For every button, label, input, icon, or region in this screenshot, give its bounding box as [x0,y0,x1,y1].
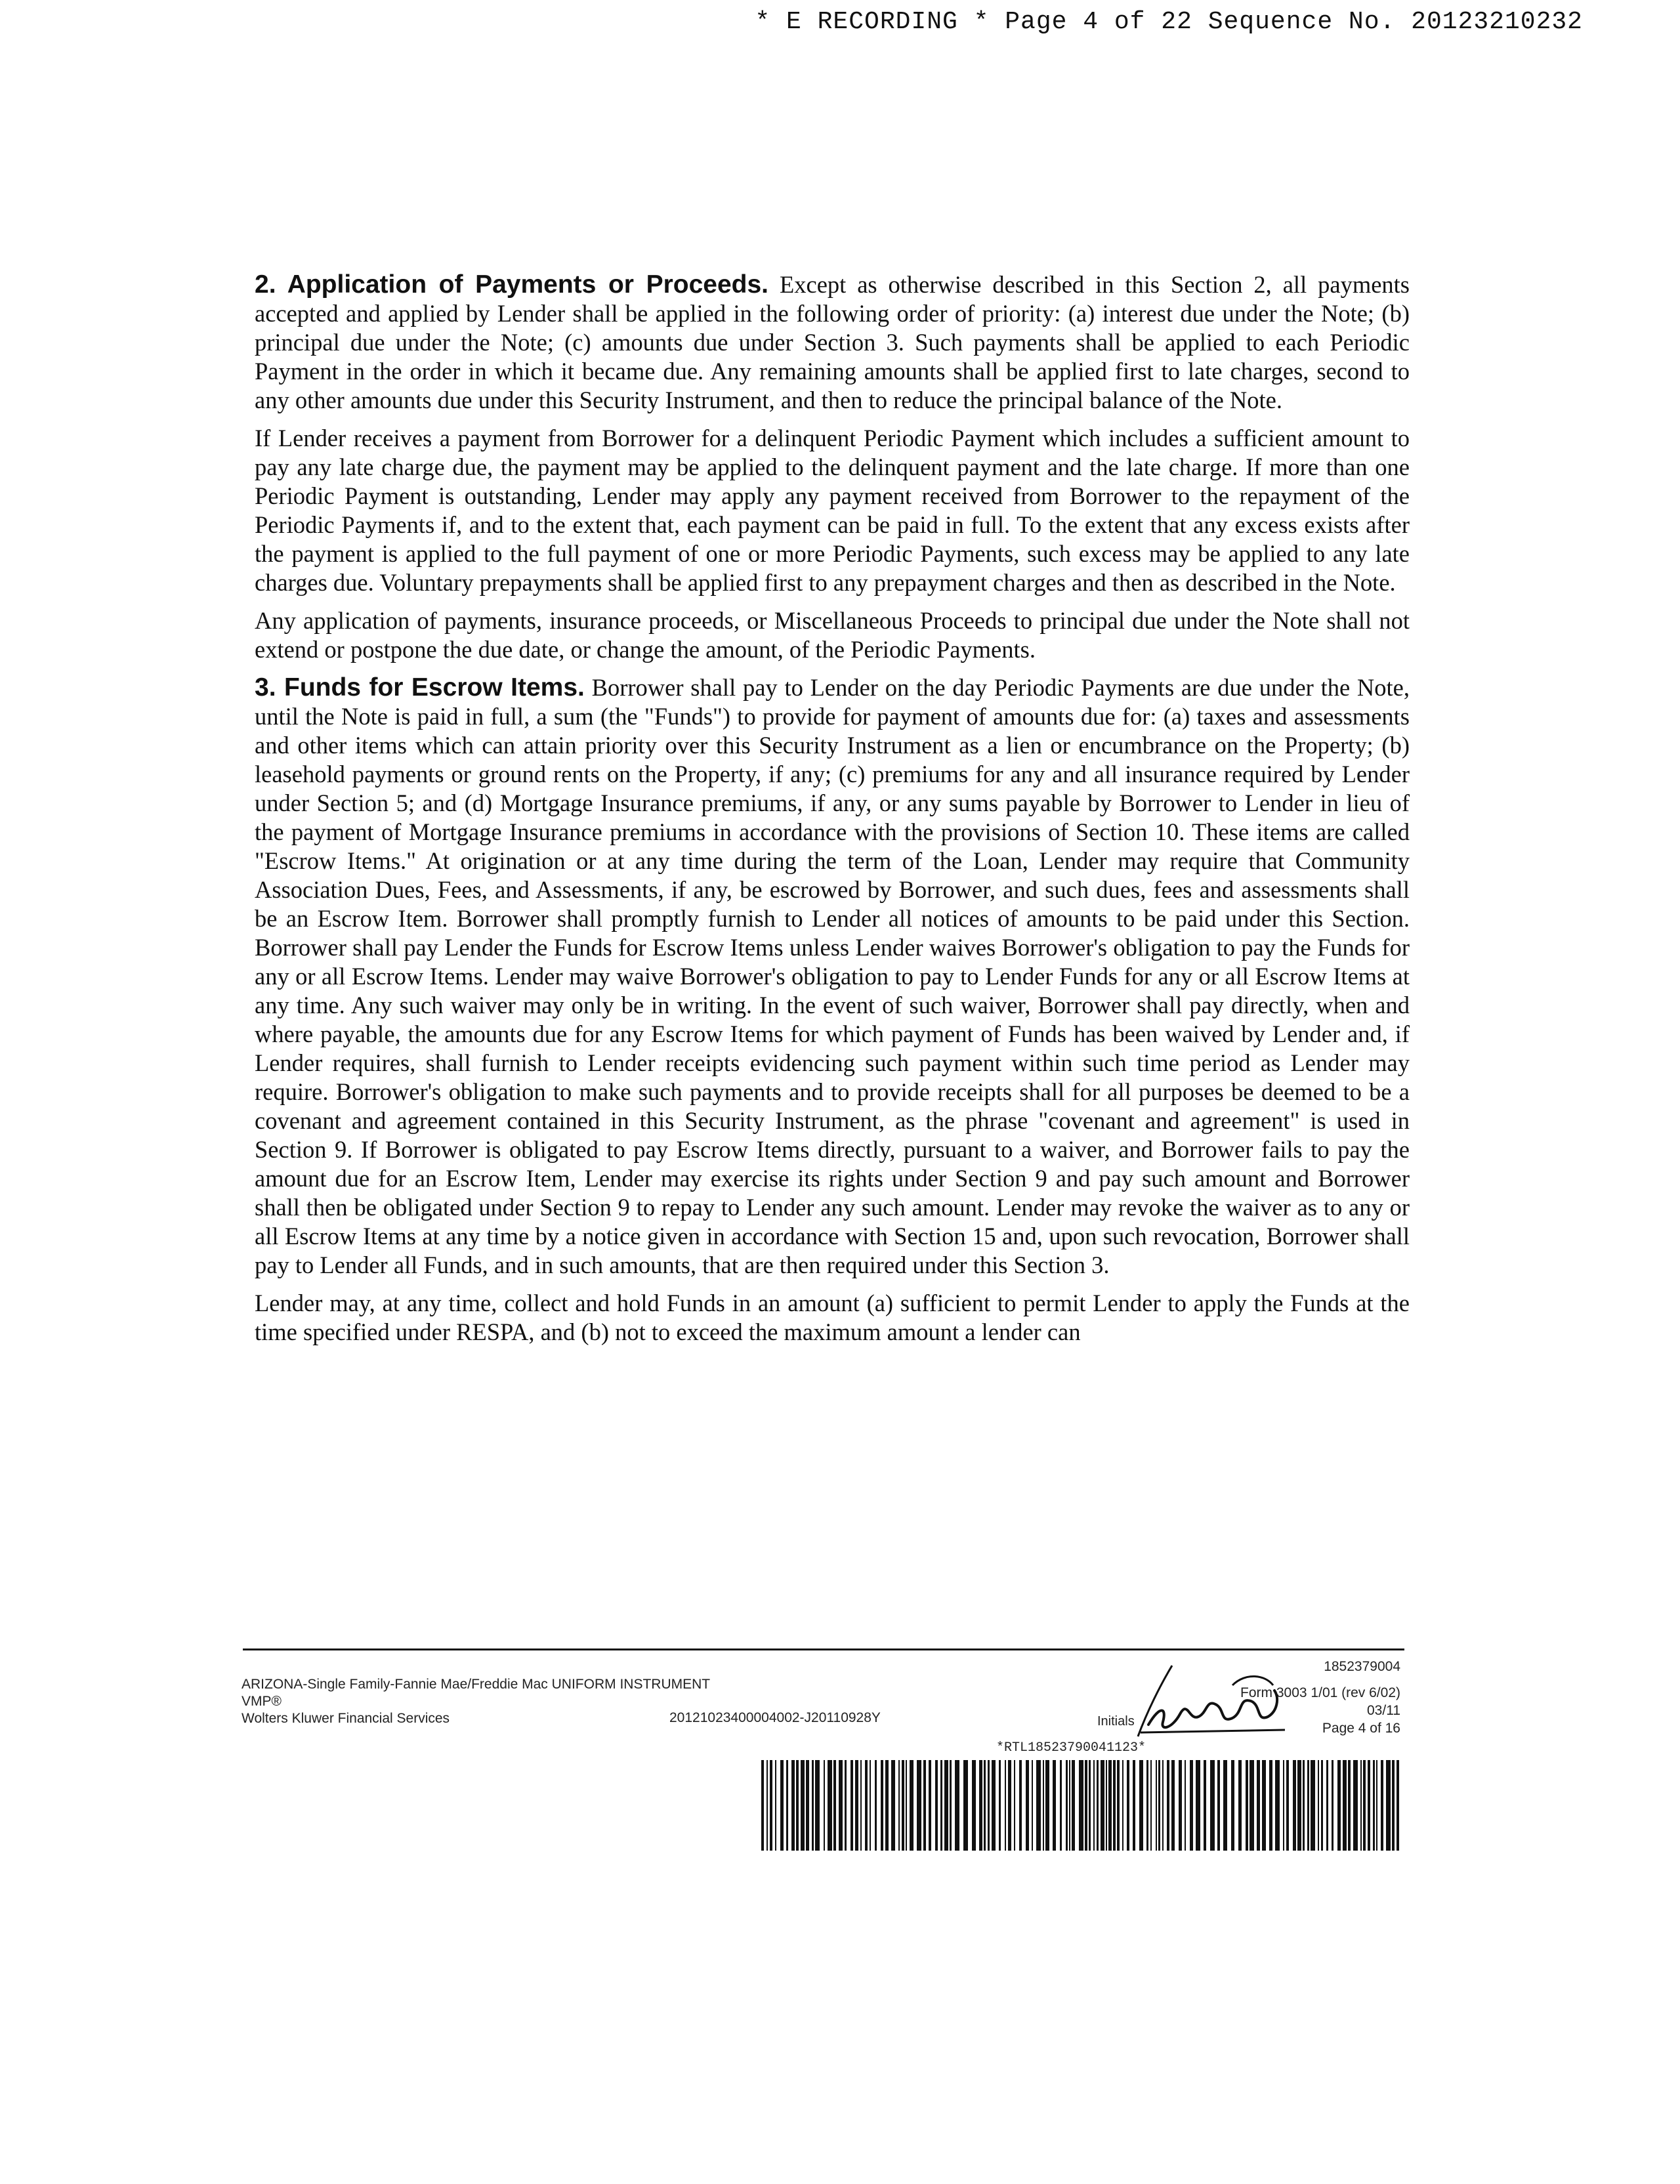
signature-initials [1134,1659,1292,1744]
section-3-text-1: Borrower shall pay to Lender on the day Periodic Payments are due under the Note, until the Note is paid in full, a sum (the "Funds") to provide for payment of amounts due for: (a) taxes and assessments and other items which can attain priority over this Security Instrument as a lien or encumbrance on the Property; (b) leasehold payments or ground rents on the Property, if any; (c) premiums for any and all insurance required by Lender under Section 5; and (d) Mortgage Insurance premiums, if any, or any sums payable by Borrower to Lender in lieu of the payment of Mortgage Insurance premiums in accordance with the provisions of Section 10. These items are called "Escrow Items." At origination or at any time during the term of the Loan, Lender may require that Community Association Dues, Fees, and Assessments, if any, be escrowed by Borrower, and such dues, fees and assessments shall be an Escrow Item. Borrower shall promptly furnish to Lender all notices of amounts to be paid under this Section. Borrower shall pay Lender the Funds for Escrow Items unless Lender waives Borrower's obligation to pay the Funds for any or all Escrow Items. Lender may waive Borrower's obligation to pay to Lender Funds for any or all Escrow Items at any time. Any such waiver may only be in writing. In the event of such waiver, Borrower shall pay directly, when and where payable, the amounts due for any Escrow Items for which payment of Funds has been waived by Lender and, if Lender requires, shall furnish to Lender receipts evidencing such payment within such time period as Lender may require. Borrower's obligation to make such payments and to provide receipts shall for all purposes be deemed to be a covenant and agreement contained in this Security Instrument, as the phrase "covenant and agreement" is used in Section 9. If Borrower is obligated to pay Escrow Items directly, pursuant to a waiver, and Borrower fails to pay the amount due for an Escrow Item, Lender may exercise its rights under Section 9 and pay such amount and Borrower shall then be obligated under Section 9 to repay to Lender any such amount. Lender may revoke the waiver as to any or all Escrow Items at any time by a notice given in accordance with Section 15 and, upon such revocation, Borrower shall pay to Lender all Funds, and in such amounts, that are then required under this Section 3. [255,674,1410,1278]
footer-vmp: VMP® [242,1694,282,1709]
footer-form-number: Form 3003 1/01 (rev 6/02) [1240,1685,1400,1700]
section-2-paragraph-2: If Lender receives a payment from Borrower for a delinquent Periodic Payment which includes a sufficient amount to pay any late charge due, the payment may be applied to the delinquent payment and the late charge. If more than one Periodic Payment is outstanding, Lender may apply any payment received from Borrower to the repayment of the Periodic Payments if, and to the extent that, each payment can be paid in full. To the extent that any excess exists after the payment is applied to the full payment of one or more Periodic Payments, such excess may be applied to any late charges due. Voluntary prepayments shall be applied first to any prepayment charges and then as described in the Note. [255,425,1410,596]
footer-form-info [242,1676,710,1727]
section-3-heading: 3. Funds for Escrow Items. [255,673,585,702]
section-2-heading: 2. Application of Payments or Proceeds. [255,270,769,299]
footer-form-title: ARIZONA-Single Family-Fannie Mae/Freddie Mac UNIFORM INSTRUMENT [242,1677,711,1692]
barcode-graphic [761,1760,1402,1851]
section-2-paragraph-1 [255,270,1410,415]
footer-form-date: 03/11 [1367,1703,1400,1718]
footer-divider [243,1648,1404,1650]
barcode-label: *RTL18523790041123* [996,1740,1146,1755]
footer-doc-code: 20121023400004002-J20110928Y [669,1710,881,1725]
section-3-paragraph-1 [255,673,1410,1280]
recording-header: * E RECORDING * Page 4 of 22 Sequence No. 20123210232 [755,8,1583,36]
footer-page-number: Page 4 of 16 [1322,1721,1400,1736]
document-body [255,270,1410,1356]
section-2-paragraph-3: Any application of payments, insurance proceeds, or Miscellaneous Proceeds to principal due under the Note shall not extend or postpone the due date, or change the amount, of the Periodic Payments. [255,607,1410,663]
section-3-paragraph-2: Lender may, at any time, collect and hold Funds in an amount (a) sufficient to permit Lender to apply the Funds at the time specified under RESPA, and (b) not to exceed the maximum amount a lender can [255,1290,1410,1345]
footer-publisher: Wolters Kluwer Financial Services [242,1711,450,1726]
initials-label: Initials [1097,1714,1135,1729]
footer-loan-number: 1852379004 [1324,1659,1400,1674]
section-2-text-1: Except as otherwise described in this Section 2, all payments accepted and applied by Lender shall be applied in the following order of priority: (a) interest due under the Note; (b) principal due under the Note; (c) amounts due under Section 3. Such payments shall be applied to each Periodic Payment in the order in which it became due. Any remaining amounts shall be applied first to late charges, second to any other amounts due under this Security Instrument, and then to reduce the principal balance of the Note. [255,271,1410,413]
